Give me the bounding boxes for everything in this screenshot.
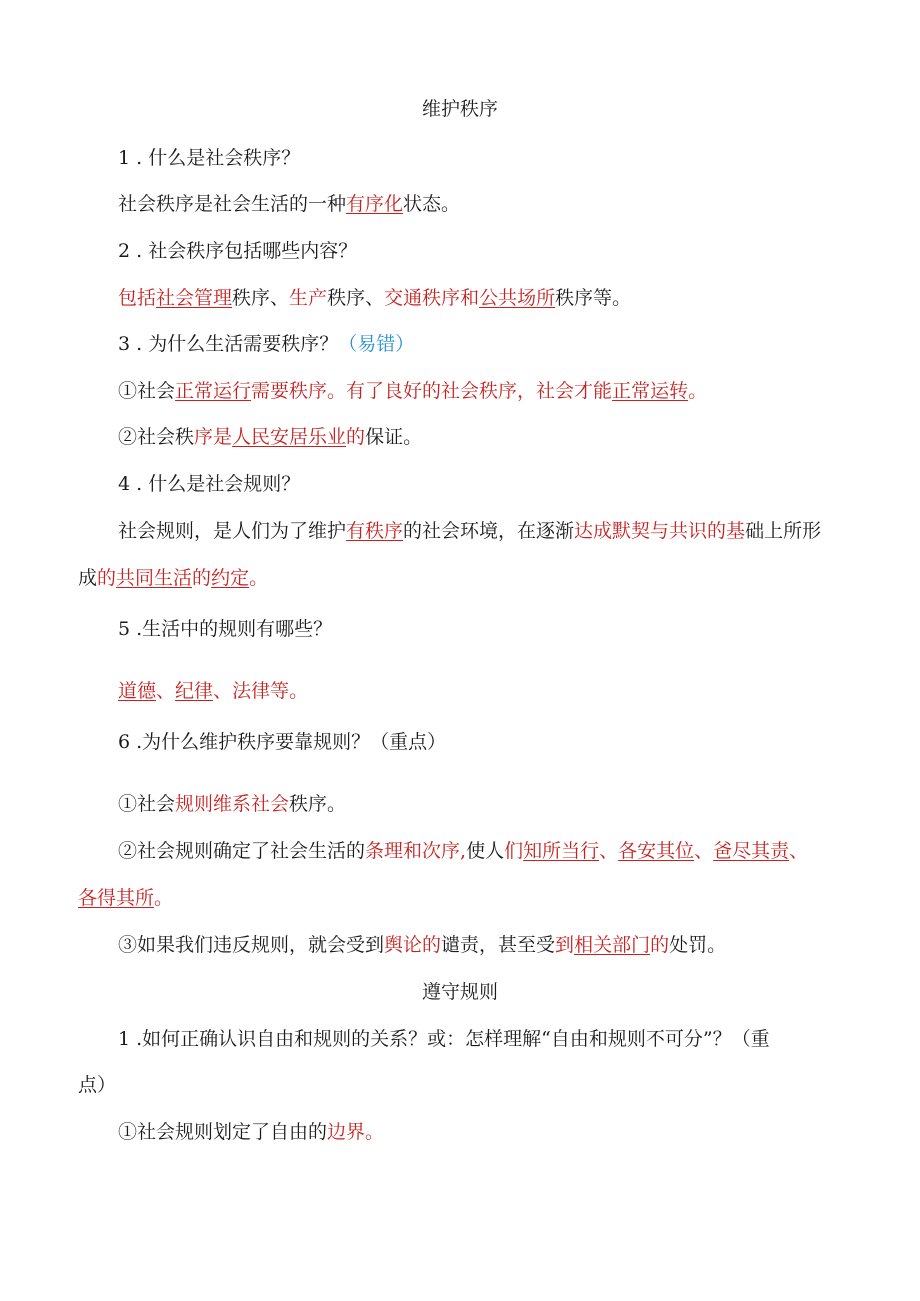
question-5: 5 .生活中的规则有哪些？ xyxy=(118,618,333,640)
question-6: 6 .为什么维护秩序要靠规则？（重点） xyxy=(118,731,447,753)
section-title-maintain-order: 维护秩序 xyxy=(421,98,498,120)
answer-6-1: ①社会规则维系社会秩序。 xyxy=(118,793,347,815)
s2-question-1-line-1: 1 .如何正确认识自由和规则的关系？或：怎样理解“自由和规则不可分”？（重 xyxy=(118,1028,770,1050)
answer-3-2: ②社会秩序是人民安居乐业的保证。 xyxy=(118,426,423,448)
question-4: 4 . 什么是社会规则？ xyxy=(118,473,301,495)
s2-question-1-line-2: 点） xyxy=(78,1074,117,1096)
answer-3-1: ①社会正常运行需要秩序。有了良好的社会秩序，社会才能正常运转。 xyxy=(118,380,708,402)
question-3: 3 . 为什么生活需要秩序？（易错） xyxy=(118,333,415,355)
answer-4-line-2: 成的共同生活的约定。 xyxy=(78,567,269,589)
question-1: 1 . 什么是社会秩序？ xyxy=(118,147,301,169)
answer-6-2-line-2: 各得其所。 xyxy=(78,887,174,909)
error-prone-tag: （易错） xyxy=(338,333,415,355)
section-title-obey-rules: 遵守规则 xyxy=(421,981,498,1003)
s2-answer-1-1: ①社会规则划定了自由的边界。 xyxy=(118,1121,385,1143)
answer-1: 社会秩序是社会生活的一种有序化状态。 xyxy=(118,193,461,215)
answer-6-3: ③如果我们违反规则，就会受到舆论的谴责，甚至受到相关部门的处罚。 xyxy=(118,934,727,956)
answer-4-line-1: 社会规则，是人们为了维护有秩序的社会环境，在逐渐达成默契与共识的基础上所形 xyxy=(118,520,822,542)
answer-2: 包括社会管理秩序、生产秩序、交通秩序和公共场所秩序等。 xyxy=(118,287,632,309)
question-2: 2 . 社会秩序包括哪些内容？ xyxy=(118,240,358,262)
answer-6-2-line-1: ②社会规则确定了社会生活的条理和次序,使人们知所当行、各安其位、爸尽其责、 xyxy=(118,840,809,862)
answer-5: 道德、纪律、法律等。 xyxy=(118,680,309,702)
